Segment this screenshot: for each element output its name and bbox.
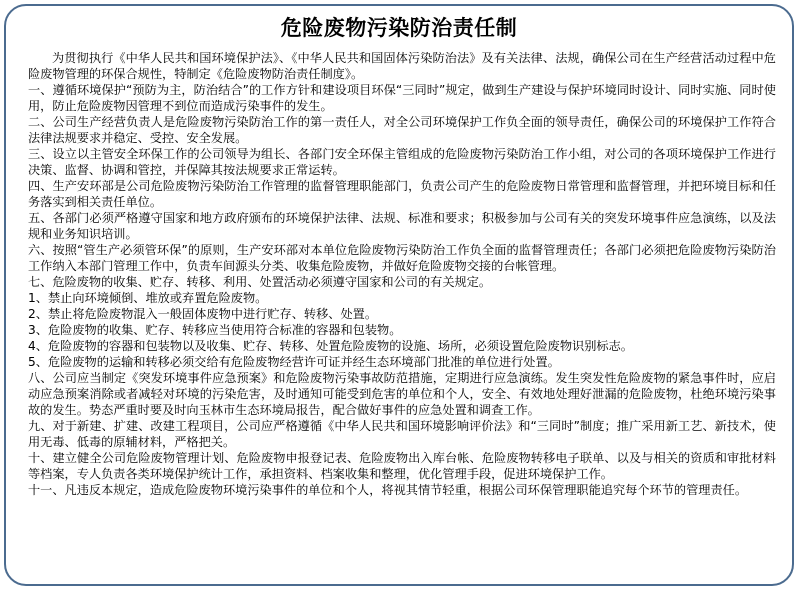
clause-7-item-5: 5、危险废物的运输和转移必须交给有危险废物经营许可证并经生态环境部门批准的单位进行处置。 bbox=[28, 355, 560, 369]
clause-7-item-2: 2、禁止将危险废物混入一般固体废物中进行贮存、转移、处置。 bbox=[28, 307, 378, 321]
document-body bbox=[28, 50, 776, 498]
clause-1: 一、遵循环境保护“预防为主，防治结合”的工作方针和建设项目环保“三同时”规定，做到生产建设与保护环境同时设计、同时实施、同时使用，防止危险废物因管理不到位而造成污染事件的发生。 bbox=[28, 83, 776, 113]
clause-6: 六、按照“管生产必须管环保”的原则，生产安环部对本单位危险废物污染防治工作负全面的监督管理责任；各部门必须把危险废物污染防治工作纳入本部门管理工作中，负责车间源头分类、收集危险废物，并做好危险废物交接的台帐管理。 bbox=[28, 243, 776, 273]
clause-4: 四、生产安环部是公司危险废物污染防治工作管理的监督管理职能部门，负责公司产生的危险废物日常管理和监督管理，并把环境目标和任务落实到相关责任单位。 bbox=[28, 179, 776, 209]
document-title: 危险废物污染防治责任制 bbox=[280, 16, 518, 40]
clause-3: 三、设立以主管安全环保工作的公司领导为组长、各部门安全环保主管组成的危险废物污染防治工作小组，对公司的各项环境保护工作进行决策、监督、协调和管控，并保障其按法规要求正常运转。 bbox=[28, 147, 776, 177]
document-frame bbox=[4, 4, 794, 586]
clause-9: 九、对于新建、扩建、改建工程项目，公司应严格遵循《中华人民共和国环境影响评价法》和“三同时”制度；推广采用新工艺、新技术，使用无毒、低毒的原辅材料，严格把关。 bbox=[28, 419, 776, 449]
clause-5: 五、各部门必须严格遵守国家和地方政府颁布的环境保护法律、法规、标准和要求；积极参加与公司有关的突发环境事件应急演练，以及法规和业务知识培训。 bbox=[28, 211, 776, 241]
clause-8: 八、公司应当制定《突发环境事件应急预案》和危险废物污染事故防范措施，定期进行应急演练。发生突发性危险废物的紧急事件时，应启动应急预案消除或者减轻对环境的污染危害，及时通知可能受到危害的单位和个人，安全、有效地处理好泄漏的危险废物，杜绝环境污染事故的发生。势态严重时要及时向玉林市生态环境局报告，配合做好事件的应急处置和调查工作。 bbox=[28, 371, 776, 417]
clause-7-item-1: 1、禁止向环境倾倒、堆放或弃置危险废物。 bbox=[28, 291, 268, 305]
clause-7: 七、危险废物的收集、贮存、转移、利用、处置活动必须遵守国家和公司的有关规定。 bbox=[28, 275, 492, 289]
clause-10: 十、建立健全公司危险废物管理计划、危险废物申报登记表、危险废物出入库台帐、危险废物转移电子联单、以及与相关的资质和审批材料等档案，专人负责各类环境保护统计工作，承担资料、档案收集和整理，优化管理手段，促进环境保护工作。 bbox=[28, 451, 776, 481]
clause-2: 二、公司生产经营负责人是危险废物污染防治工作的第一责任人，对全公司环境保护工作负全面的领导责任，确保公司的环境保护工作符合法律法规要求并稳定、受控、安全发展。 bbox=[28, 115, 776, 145]
clause-7-item-4: 4、危险废物的容器和包装物以及收集、贮存、转移、处置危险废物的设施、场所，必须设置危险废物识别标志。 bbox=[28, 339, 633, 353]
clause-11: 十一、凡违反本规定，造成危险废物环境污染事件的单位和个人，将视其情节轻重，根据公司环保管理职能追究每个环节的管理责任。 bbox=[28, 483, 748, 497]
clause-7-item-3: 3、危险废物的收集、贮存、转移应当使用符合标准的容器和包装物。 bbox=[28, 323, 402, 337]
intro-paragraph: 为贯彻执行《中华人民共和国环境保护法》、《中华人民共和国固体污染防治法》及有关法律、法规，确保公司在生产经营活动过程中危险废物管理的环保合规性，特制定《危险废物防治责任制度》。 bbox=[28, 51, 776, 81]
